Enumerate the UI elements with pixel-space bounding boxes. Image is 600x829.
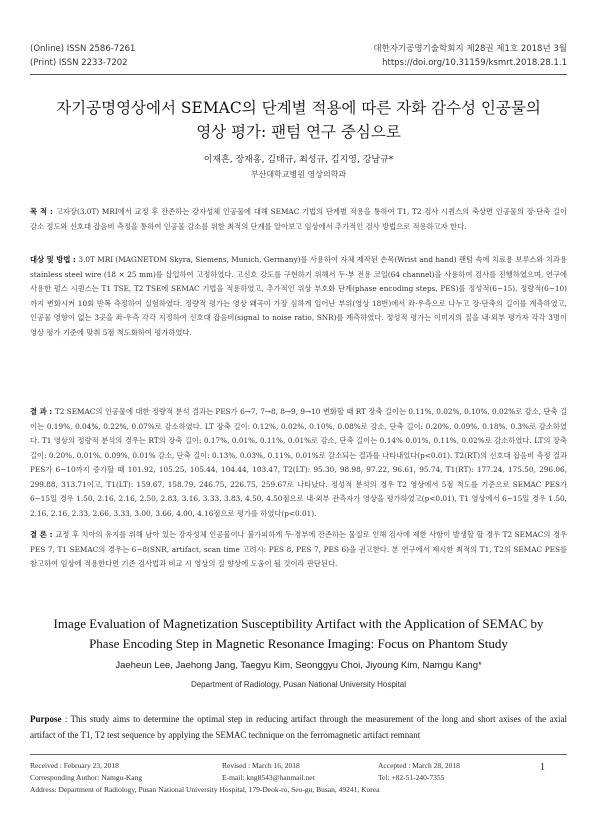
page-number: 1 [540, 762, 545, 773]
korean-affiliation: 부산대학교병원 영상의학과 [250, 170, 347, 179]
english-abstract-purpose [30, 711, 567, 743]
corresponding-author: Corresponding Author: Namgu-Kang [30, 773, 143, 782]
accepted-date: Accepted : March 28, 2018 [378, 761, 460, 770]
received-date: Received : February 23, 2018 [30, 761, 119, 770]
issn-print: (Print) ISSN 2233-7202 [30, 58, 128, 68]
korean-abstract-conclusion [30, 528, 567, 572]
purpose-text: 고자장(3.0T) MRI에서 교정 후 잔존하는 강자성체 인공물에 대해 SEMAC 기법의 단계별 적용을 통하여 T1, T2 검사 시퀀스의 축상면 인공물의 장·단축 길이 감소 정도와 신호대 잡음비 측정을 통하여 인공물 감소를 위한 최적의 단계를 알아보고 임상에서 추가적인 검사 방법으로 적용하고자 한다. [30, 207, 567, 231]
english-purpose-text: : This study aims to determine the optimal step in reducing artifact through the measurement of the long and short axises of the axial artifact of the T1, T2 test sequence by applying the SEMAC technique on the ferromagnetic artifact remnant [30, 714, 567, 740]
korean-authors: 이재흔, 장재홍, 김태규, 최성규, 김지영, 강남규* [203, 155, 394, 165]
korean-title-line1: 자기공명영상에서 SEMAC의 단계별 적용에 따른 자화 감수성 인공물의 [56, 99, 541, 117]
footer-divider [30, 754, 567, 755]
address: Address: Department of Radiology, Pusan National University Hospital, 179-Deok-ro, Seo-gu, Busan, 49241, Korea [30, 785, 380, 794]
journal-block [373, 42, 567, 70]
telephone: Tel: +82-51-240-7355 [378, 773, 445, 782]
purpose-label: 목 적 : [30, 207, 56, 216]
doi-link[interactable]: https://doi.org/10.31159/ksmrt.2018.28.1.1 [382, 58, 567, 68]
english-authors: Jaeheun Lee, Jaehong Jang, Taegyu Kim, Seonggyu Choi, Jiyoung Kim, Namgu Kang* [115, 660, 482, 671]
korean-abstract-purpose [30, 205, 567, 234]
korean-title [30, 96, 567, 144]
english-title-line2: Phase Encoding Step in Magnetic Resonance Imaging: Focus on Phantom Study [89, 636, 508, 651]
header-divider [30, 74, 567, 75]
journal-name: 대한자기공명기술학회지 제28권 제1호 2018년 3월 [373, 44, 567, 54]
korean-title-line2: 영상 평가: 팬텀 연구 중심으로 [196, 123, 401, 141]
english-title [30, 614, 567, 654]
methods-label: 대상 및 방법 : [30, 255, 79, 264]
korean-abstract-methods [30, 253, 567, 340]
conclusion-label: 결 론 : [30, 530, 56, 539]
results-text: T2 SEMAC의 인공물에 대한 정량적 분석 결과는 PES가 6→7, 7→8, 8→9, 9→10 변화할 때 RT 장축 길이는 0.11%, 0.02%, 0.10%, 0.02%로 감소, 단축 길이는 0.19%, 0.04%, 0.22%, 0.07%로 감소하였다. LT 장축 길이: 0.12%, 0.02%, 0.10%, 0.08%로 감소, 단축 길이: 0.20%, 0.09%, 0.18%, 0.3%로 감소하였다. T1 영상의 정량적 분석의 경우는 RT의 장축 길이: 0.17%, 0.01%, 0.11%, 0.01%로 감소, 단축 길이는 0.14% 0.01%, 0.11%, 0.02%로 감소하였다. LT의 장축 길이: 0.20%, 0.01%, 0.09%, 0.01% 감소, 단축 길이: 0.13%, 0.03%, 0.11%, 0.01%로 감소되는 결과를 나타내었다(p<0.01). T2(RT)의 신호대 잡음비 측정 결과 PES가 6−10까지 증가할 때 101.92, 105.25, 105.44, 104.44, 103.47, T2(LT): 95.30, 98.98, 97.22, 96.61, 95.74, T1(RT): 177.24, 175.50, 296.06, 299.88, 313.71이고, T1(LT): 159.67, 158.79, 246.75, 226.75, 259.67로 나타났다. 정성적 분석의 경우 T2 영상에서 5점 척도를 기준으로 SEMAC PES가 6−15일 경우 1.50, 2.16, 2.16, 2.50, 2.83, 3.16, 3.33, 3.83, 4.50, 4.50점으로 내·외부 관측자가 영상을 평가하였고(p<0.01), T1 영상에서 6−15일 경우 1.50, 2.16, 2.16, 2.33, 2.66, 3.33, 3.00, 3.66, 4.00, 4.16점으로 평가를 하였다(p<0.01). [30, 407, 568, 518]
methods-text: 3.0T MRI (MAGNETOM Skyra, Siemens, Munich, Germany)를 사용하여 자체 제작된 손목(Wrist and hand) 팬텀 속에 치료용 보루스와 치과용 stainless steel wire (18 × 25 mm)를 삽입하여 고정하였다. 고신호 강도를 구현하기 위해서 두·부 전용 코일(64 channel)을 사용하여 검사를 진행하였으며, 연구에 사용한 펄스 시퀀스는 T1 TSE, T2 TSE에 SEMAC 기법을 적용하였고, 추가적인 위상 부호화 단계(phase encoding steps, PES)를 정성적(6−15), 정량적(6−10)까지 변화시켜 10회 반복 측정하여 실험하였다. 정량적 평가는 영상 왜곡이 가장 심하게 일어난 부위(영상 18번)에서 좌·우측으로 나누고 장·단축의 길이를 계측하였고, 인공물 영향이 없는 3곳을 좌·우측 각각 지정하여 신호대 잡음비(signal to noise ratio, SNR)를 계측하였다. 정성적 평가는 이미지의 질을 내·외부 평가자 각각 3명이 영상 평가 기준에 맞춰 5점 척도화하여 평가하였다. [30, 255, 567, 337]
conclusion-text: 교정 후 치아의 유지를 위해 남아 있는 강자성체 인공물이나 불가피하게 두·경부에 잔존하는 물질로 인해 검사에 제한 사항이 발생할 할 경우 T2 SEMAC의 경우 PES 7, T1 SEMAC의 경우는 6−8(SNR, artifact, scan time 고려시: PES 8, PES 7, PES 6)을 권고한다. 본 연구에서 제시한 최적의 T1, T2의 SEMAC PES를 참고하여 임상에 적용한다면 기존 검사법과 비교 시 영상의 질 향상에 도움이 될 것이라 판단된다. [30, 530, 567, 568]
issn-online: (Online) ISSN 2586-7261 [30, 44, 136, 54]
email: E-mail: kng8543@hanmail.net [222, 773, 315, 782]
english-affiliation: Department of Radiology, Pusan National University Hospital [190, 680, 407, 689]
results-label: 결 과 : [30, 407, 55, 416]
issn-block [30, 42, 135, 70]
korean-abstract-results [30, 405, 567, 521]
revised-date: Revised : March 16, 2018 [222, 761, 300, 770]
english-purpose-label: Purpose [30, 714, 62, 724]
english-title-line1: Image Evaluation of Magnetization Susceptibility Artifact with the Application of SEMAC by [53, 616, 544, 631]
